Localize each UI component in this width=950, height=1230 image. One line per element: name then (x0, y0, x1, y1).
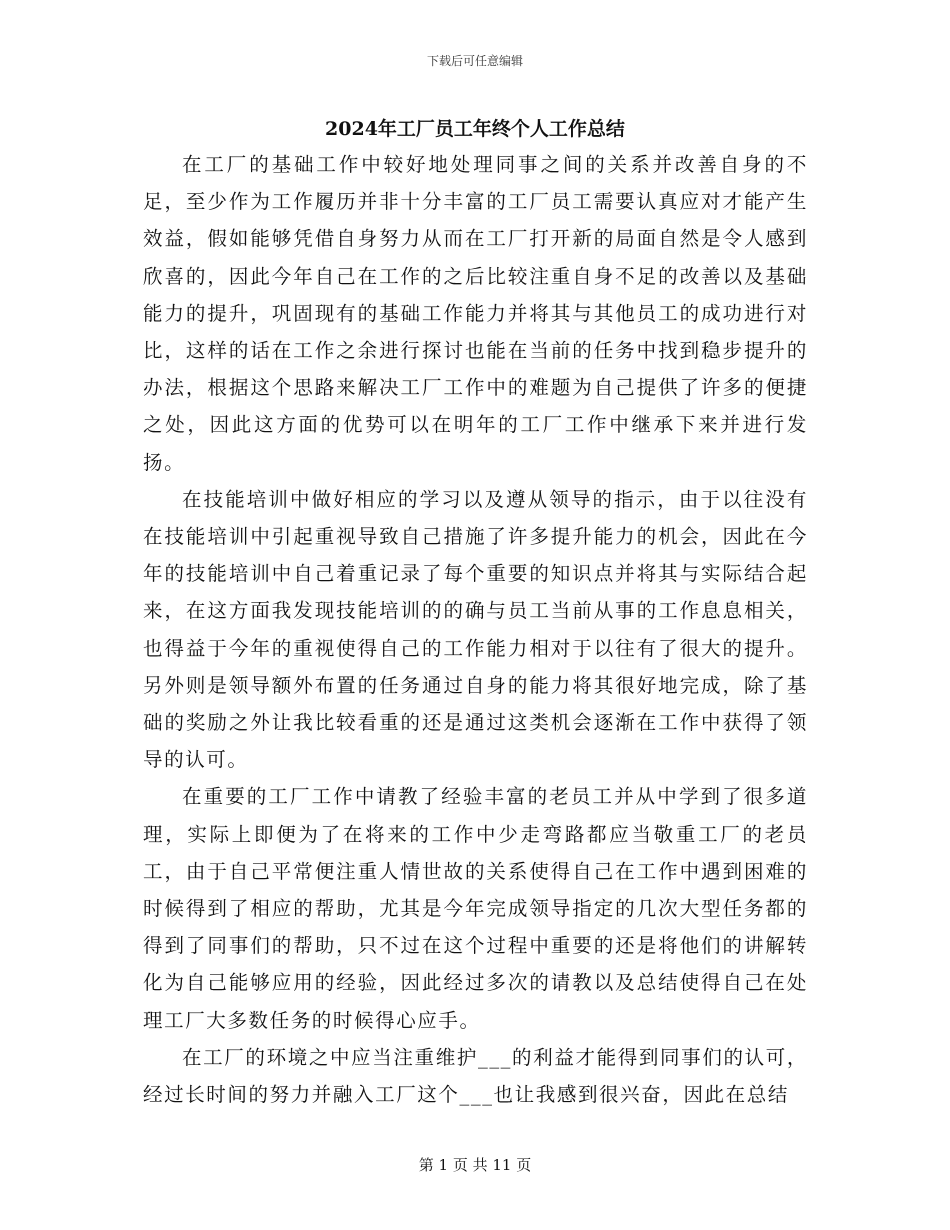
document-title: 2024年工厂员工年终个人工作总结 (325, 118, 625, 140)
paragraph: 在工厂的基础工作中较好地处理同事之间的关系并改善自身的不足，至少作为工作履历并非十分丰富的工厂员工需要认真应对才能产生效益，假如能够凭借自身努力从而在工厂打开新的局面自然是令人感到欣喜的，因此今年自己在工作的之后比较注重自身不足的改善以及基础能力的提升，巩固现有的基础工作能力并将其与其他员工的成功进行对比，这样的话在工作之余进行探讨也能在当前的任务中找到稳步提升的办法，根据这个思路来解决工厂工作中的难题为自己提供了许多的便捷之处，因此这方面的优势可以在明年的工厂工作中继承下来并进行发扬。 (143, 153, 808, 474)
document-body (143, 146, 808, 1113)
paragraph: 在重要的工厂工作中请教了经验丰富的老员工并从中学到了很多道理，实际上即便为了在将来的工作中少走弯路都应当敬重工厂的老员工，由于自己平常便注重人情世故的关系使得自己在工作中遇到困难的时候得到了相应的帮助，尤其是今年完成领导指定的几次大型任务都的得到了同事们的帮助，只不过在这个过程中重要的还是将他们的讲解转化为自己能够应用的经验，因此经过多次的请教以及总结使得自己在处理工厂大多数任务的时候得心应手。 (143, 785, 808, 1032)
header-note: 下载后可任意编辑 (426, 54, 523, 68)
page-number: 第 1 页 共 11 页 (418, 1156, 532, 1174)
paragraph: 在技能培训中做好相应的学习以及遵从领导的指示，由于以往没有在技能培训中引起重视导致自己措施了许多提升能力的机会，因此在今年的技能培训中自己着重记录了每个重要的知识点并将其与实际结合起来，在这方面我发现技能培训的的确与员工当前从事的工作息息相关，也得益于今年的重视使得自己的工作能力相对于以往有了很大的提升。另外则是领导额外布置的任务通过自身的能力将其很好地完成，除了基础的奖励之外让我比较看重的还是通过这类机会逐渐在工作中获得了领导的认可。 (143, 487, 808, 772)
paragraph: 在工厂的环境之中应当注重维护___的利益才能得到同事们的认可，经过长时间的努力并融入工厂这个___也让我感到很兴奋，因此在总结 (143, 1045, 808, 1107)
